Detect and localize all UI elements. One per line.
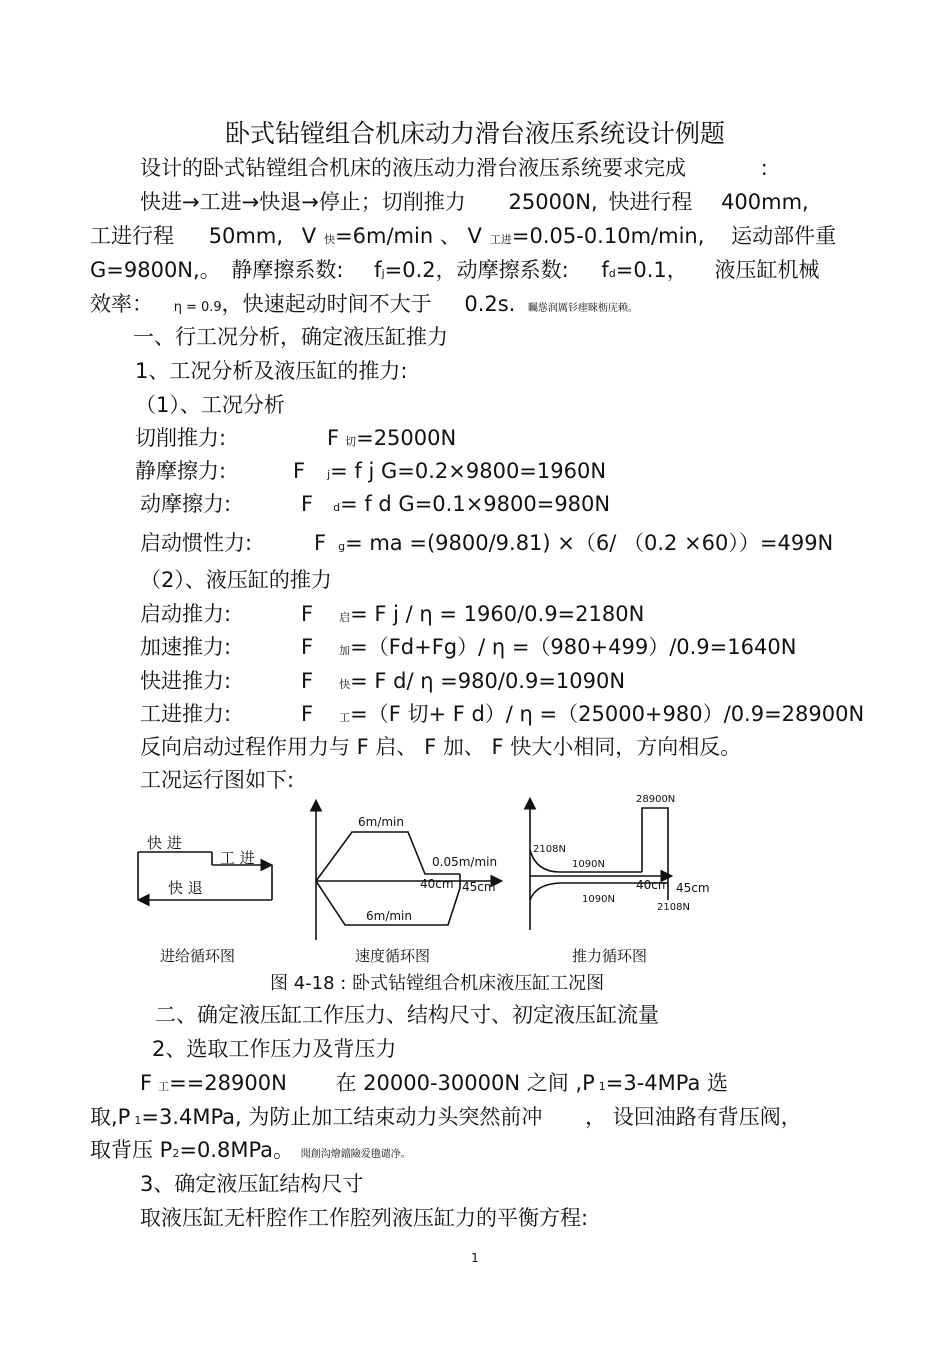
static-friction-label: 静摩擦系数: xyxy=(231,258,344,282)
thrust-peak-line xyxy=(642,808,668,876)
speed-bottom-label: 6m/min xyxy=(366,909,412,923)
speed-40cm-label: 40cm xyxy=(420,877,454,891)
work-speed-value: =0.05-0.10m/min, xyxy=(511,224,705,248)
back-pressure-value: =0.8MPa。 xyxy=(179,1138,295,1162)
thrust-expression: =（F 切+ F d）/ η =（25000+980）/0.9=28900N xyxy=(350,702,865,726)
f-work-symbol: F xyxy=(140,1071,153,1095)
fast-in-label: 快 进 xyxy=(147,834,182,852)
fd-symbol: f xyxy=(601,258,609,282)
thrust-subscript: 启 xyxy=(339,611,351,624)
thrust-cycle-caption: 推力循环图 xyxy=(572,947,648,965)
feed-cycle-caption: 进给循环图 xyxy=(160,947,236,965)
fast-speed-value: =6m/min xyxy=(335,224,434,248)
dynamic-friction-value: =0.1， xyxy=(615,258,688,282)
p1-range: =3-4MPa 选 xyxy=(605,1071,729,1095)
thrust-row xyxy=(140,601,645,627)
intro-line-1 xyxy=(140,155,768,181)
diagram-intro: 工况运行图如下: xyxy=(140,768,295,792)
fj-subscript: j xyxy=(381,267,385,280)
cutting-force-value: 25000N, xyxy=(508,190,598,214)
fast-stroke-label: 快进行程 xyxy=(608,190,693,214)
thrust-row xyxy=(140,668,626,694)
garbled-note: 聞創沟燴鐺險爱氇谴净。 xyxy=(300,1149,411,1160)
force-label: 动摩擦力: xyxy=(140,492,232,516)
p1-subscript: 1 xyxy=(598,1080,606,1093)
thrust-label: 启动推力: xyxy=(140,602,232,626)
force-row xyxy=(135,458,607,484)
thrust-subscript: 工 xyxy=(339,711,351,724)
thrust-forward-label: 1090N xyxy=(572,859,605,870)
force-expression: = ma =(9800/9.81) ×（6/ （0.2 ×60））=499N xyxy=(345,531,834,555)
thrust-row xyxy=(140,701,865,727)
document-title: 卧式钻镗组合机床动力滑台液压系统设计例题 xyxy=(224,119,725,148)
section-1-1-2-heading: （2）、液压缸的推力 xyxy=(140,568,332,592)
startup-time-label: ，快速起动时间不大于 xyxy=(221,292,432,316)
thrust-expression: = F j / η = 1960/0.9=2180N xyxy=(350,602,645,626)
static-friction-value: =0.2，动摩擦系数: xyxy=(384,258,569,282)
thrust-45cm-label: 45cm xyxy=(676,881,710,895)
thrust-expression: = F d/ η =980/0.9=1090N xyxy=(350,669,626,693)
fast-stroke-value: 400mm, xyxy=(721,190,809,214)
pressure-line-2 xyxy=(90,1104,802,1134)
force-label: 切削推力: xyxy=(135,426,227,450)
force-symbol: F xyxy=(314,531,327,555)
section-1-heading: 一、行工况分析，确定液压缸推力 xyxy=(133,325,448,349)
section-2-2-heading: 2、选取工作压力及背压力 xyxy=(152,1037,397,1061)
speed-top-label: 6m/min xyxy=(358,815,404,829)
intro-line-2 xyxy=(140,189,809,215)
p1-choice-value: =3.4MPa, 为防止加工结束动力头突然前冲 xyxy=(141,1105,543,1129)
eta-value: = 0.9 xyxy=(185,300,222,315)
thrust-label: 工进推力: xyxy=(140,702,232,726)
thrust-peak-label: 28900N xyxy=(636,794,676,805)
fd-subscript: d xyxy=(608,267,616,280)
thrust-expression: =（Fd+Fg）/ η =（980+499）/0.9=1640N xyxy=(350,635,797,659)
intro-text: 设计的卧式钻镗组合机床的液压动力滑台液压系统要求完成 xyxy=(140,156,686,180)
v-subscript-fast: 快 xyxy=(324,233,336,246)
force-symbol: F xyxy=(301,492,314,516)
mech-efficiency-label: 液压缸机械 xyxy=(714,258,820,282)
force-expression: = f j G=0.2×9800=1960N xyxy=(330,459,607,483)
force-row xyxy=(140,491,611,517)
thrust-row xyxy=(140,634,797,660)
p2-subscript: 2 xyxy=(172,1147,180,1160)
p1-choice: 取,P xyxy=(90,1105,131,1129)
f-work-subscript: 工 xyxy=(158,1080,170,1093)
figure-caption: 图 4-18 : 卧式钻镗组合机床液压缸工况图 xyxy=(270,973,605,994)
force-expression: = f d G=0.1×9800=980N xyxy=(340,492,611,516)
thrust-label: 加速推力: xyxy=(140,635,232,659)
speed-cycle-caption: 速度循环图 xyxy=(355,947,431,965)
force-label: 启动惯性力: xyxy=(140,531,253,555)
speed-45cm-label: 45cm xyxy=(462,880,496,894)
thrust-subscript: 快 xyxy=(339,678,351,691)
moving-weight-label: 运动部件重 xyxy=(731,224,837,248)
balance-equation-intro: 取液压缸无杆腔作工作腔列液压缸力的平衡方程: xyxy=(140,1206,589,1230)
work-stroke-label: 工进行程 xyxy=(90,224,174,248)
pressure-line-1 xyxy=(140,1070,728,1100)
thrust-label: 快进推力: xyxy=(140,669,232,693)
thrust-40cm-label: 40cm xyxy=(636,878,670,892)
force-row xyxy=(140,530,834,556)
force-label: 静摩擦力: xyxy=(135,459,227,483)
pressure-line-3 xyxy=(90,1137,411,1168)
thrust-symbol: F xyxy=(301,702,314,726)
range-text: 在 20000-30000N 之间 ,P xyxy=(335,1071,595,1095)
efficiency-label: 效率： xyxy=(90,292,153,316)
page-number: 1 xyxy=(471,1251,479,1265)
force-subscript: d xyxy=(333,501,341,514)
force-expression: =25000N xyxy=(356,426,457,450)
weight-value: G=9800N,。 xyxy=(90,258,221,282)
force-subscript: g xyxy=(338,540,346,553)
v-symbol-work: 、 V xyxy=(439,224,482,248)
force-row xyxy=(135,425,457,451)
back-pressure-valve-text: ， 设回油路有背压阀， xyxy=(585,1105,802,1129)
thrust-symbol: F xyxy=(301,669,314,693)
section-1-1-heading: 1、工况分析及液压缸的推力: xyxy=(135,359,408,383)
force-symbol: F xyxy=(293,459,306,483)
thrust-symbol: F xyxy=(301,602,314,626)
back-pressure-label: 取背压 P xyxy=(90,1138,173,1162)
intro-colon: : xyxy=(760,156,768,180)
work-in-label: 工 进 xyxy=(220,849,255,867)
intro-line-5 xyxy=(90,291,638,322)
fast-back-label: 快 退 xyxy=(168,879,203,897)
reverse-force-note: 反向启动过程作用力与 F 启、 F 加、 F 快大小相同，方向相反。 xyxy=(140,735,742,759)
startup-time-value: 0.2s. xyxy=(464,292,516,316)
eta-symbol: η xyxy=(173,300,182,315)
force-subscript: 切 xyxy=(345,435,357,448)
section-2-3-heading: 3、确定液压缸结构尺寸 xyxy=(140,1172,364,1196)
thrust-subscript: 加 xyxy=(339,644,351,657)
force-subscript: j xyxy=(327,468,331,481)
sequence-text: 快进→工进→快退→停止；切削推力 xyxy=(140,190,466,214)
speed-work-label: 0.05m/min xyxy=(432,855,498,869)
thrust-symbol: F xyxy=(301,635,314,659)
thrust-return-label: 1090N xyxy=(582,894,615,905)
thrust-end-label: 2108N xyxy=(657,902,690,913)
intro-line-4 xyxy=(90,257,819,287)
v-subscript-work: 工进 xyxy=(489,233,512,246)
f-work-value: ==28900N xyxy=(169,1071,287,1095)
section-1-1-1-heading: （1）、工况分析 xyxy=(135,393,285,417)
work-stroke-value: 50mm, xyxy=(208,224,283,248)
v-symbol: V xyxy=(301,224,317,248)
section-2-heading: 二、确定液压缸工作压力、结构尺寸、初定液压缸流量 xyxy=(155,1003,659,1027)
fj-symbol: f xyxy=(374,258,382,282)
garbled-note: 矚慫润厲钐瘗睞枥庑赖。 xyxy=(528,303,639,314)
p1-choice-subscript: 1 xyxy=(134,1114,142,1127)
intro-line-3 xyxy=(90,223,836,253)
thrust-start-label: 2108N xyxy=(533,844,566,855)
force-symbol: F xyxy=(327,426,340,450)
